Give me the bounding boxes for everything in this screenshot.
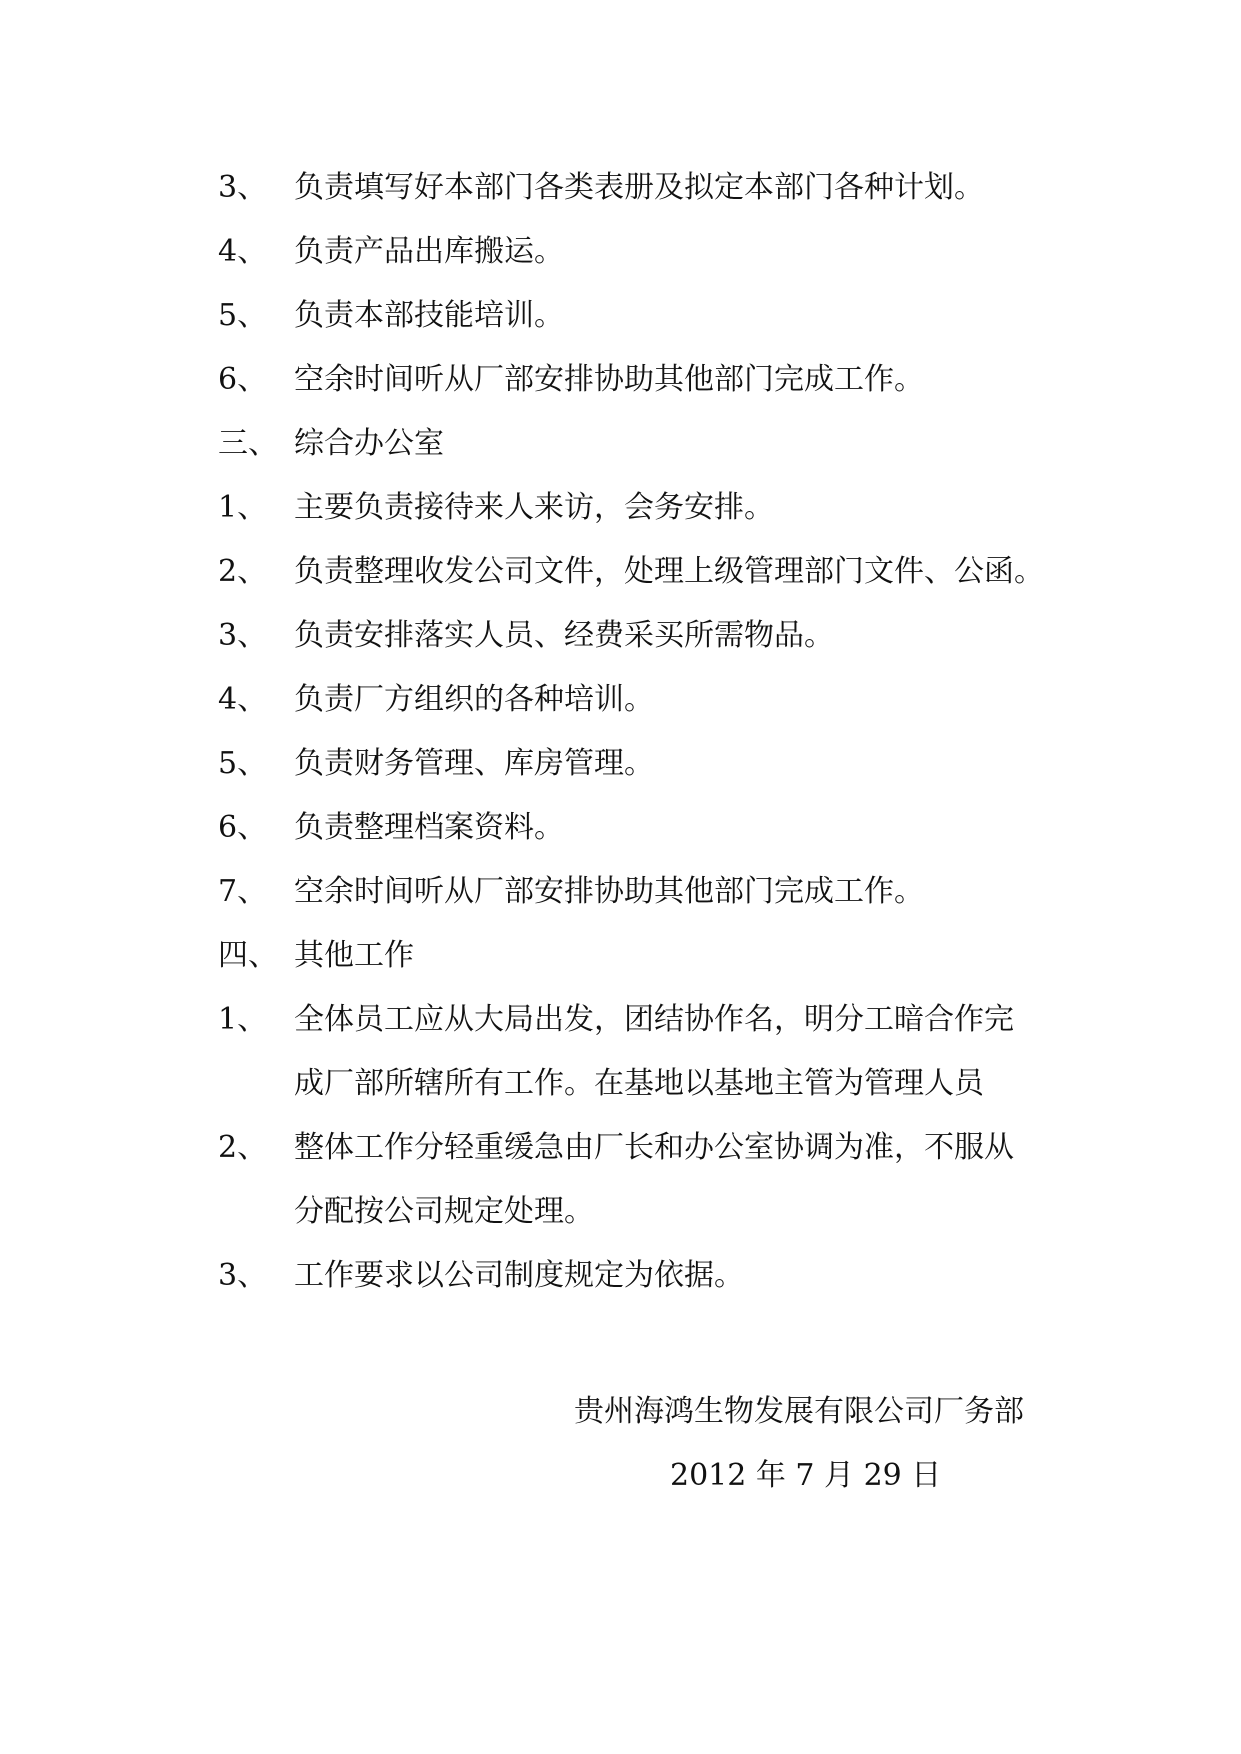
list-item-number: 5、 [218,746,268,781]
list-item [218,924,1078,988]
duty-list [218,156,1078,1308]
list-item-text [294,284,1078,348]
list-item-line: 综合办公室 [294,426,444,461]
list-item-line: 工作要求以公司制度规定为依据。 [294,1258,744,1293]
list-item [218,348,1078,412]
list-item [218,988,1078,1116]
list-item-text [294,220,1078,284]
list-item-line: 全体员工应从大局出发，团结协作名，明分工暗合作完 [294,1002,1014,1037]
list-item-line: 负责财务管理、库房管理。 [294,746,654,781]
list-item-line: 负责本部技能培训。 [294,298,564,333]
list-item-number: 2、 [218,554,268,589]
list-item-number: 1、 [218,490,268,525]
list-item [218,156,1078,220]
list-item-number: 6、 [218,362,268,397]
list-item-line: 负责填写好本部门各类表册及拟定本部门各种计划。 [294,170,984,205]
list-item-number: 三、 [218,426,278,461]
list-item-text [294,796,1078,860]
signature-block [574,1380,1094,1508]
list-item-number: 3、 [218,170,268,205]
list-item [218,540,1078,604]
list-item-text [294,604,1078,668]
list-item-line: 负责整理收发公司文件，处理上级管理部门文件、公函。 [294,554,1044,589]
list-item-number: 7、 [218,874,268,909]
list-item-line: 整体工作分轻重缓急由厂长和办公室协调为准，不服从 [294,1130,1014,1165]
list-item-number: 3、 [218,1258,268,1293]
list-item-text [294,476,1078,540]
list-item-text [294,540,1078,604]
list-item-number: 四、 [218,938,278,973]
list-item-line: 空余时间听从厂部安排协助其他部门完成工作。 [294,362,924,397]
list-item [218,220,1078,284]
list-item [218,604,1078,668]
list-item-line: 分配按公司规定处理。 [294,1194,594,1229]
list-item [218,1116,1078,1244]
list-item-line: 负责安排落实人员、经费采买所需物品。 [294,618,834,653]
list-item [218,1244,1078,1308]
list-item-text [294,732,1078,796]
list-item-number: 1、 [218,1002,268,1037]
list-item-line: 成厂部所辖所有工作。在基地以基地主管为管理人员 [294,1066,984,1101]
list-item [218,796,1078,860]
signature-date: 2012 年 7 月 29 日 [670,1458,942,1493]
list-item-number: 2、 [218,1130,268,1165]
list-item-number: 3、 [218,618,268,653]
list-item-number: 4、 [218,682,268,717]
list-item-text [294,1244,1078,1308]
list-item-line: 负责厂方组织的各种培训。 [294,682,654,717]
list-item [218,668,1078,732]
list-item-text [294,156,1078,220]
list-item-line: 空余时间听从厂部安排协助其他部门完成工作。 [294,874,924,909]
list-item-number: 6、 [218,810,268,845]
list-item-line: 主要负责接待来人来访，会务安排。 [294,490,774,525]
list-item [218,860,1078,924]
list-item-number: 5、 [218,298,268,333]
list-item-text [294,1116,1078,1244]
list-item [218,412,1078,476]
list-item-text [294,924,1078,988]
list-item-line: 负责整理档案资料。 [294,810,564,845]
list-item-text [294,412,1078,476]
list-item [218,284,1078,348]
list-item [218,476,1078,540]
list-item-text [294,860,1078,924]
list-item-number: 4、 [218,234,268,269]
list-item-text [294,348,1078,412]
list-item [218,732,1078,796]
list-item-line: 负责产品出库搬运。 [294,234,564,269]
list-item-text [294,668,1078,732]
list-item-text [294,988,1078,1116]
list-item-line: 其他工作 [294,938,414,973]
signature-organization: 贵州海鸿生物发展有限公司厂务部 [574,1394,1024,1429]
